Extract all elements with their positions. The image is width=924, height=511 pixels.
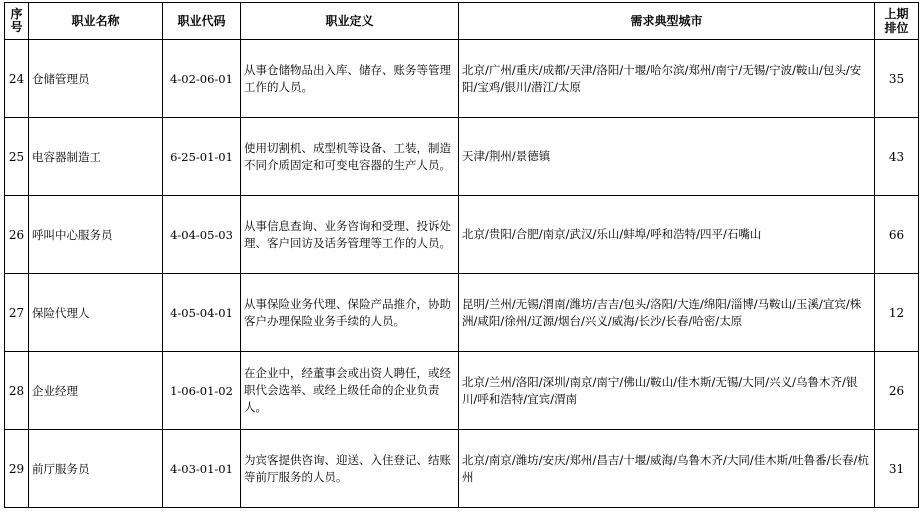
cell-seq: 25 xyxy=(5,118,29,196)
cell-name: 仓储管理员 xyxy=(29,40,163,118)
cell-seq: 24 xyxy=(5,40,29,118)
header-seq: 序号 xyxy=(5,3,29,40)
cell-code: 6-25-01-01 xyxy=(163,118,241,196)
cell-last-rank: 35 xyxy=(875,40,919,118)
cell-last-rank: 26 xyxy=(875,352,919,430)
header-cities: 需求典型城市 xyxy=(459,3,875,40)
cell-definition: 为宾客提供咨询、迎送、入住登记、结账等前厅服务的人员。 xyxy=(241,430,459,508)
cell-name: 电容器制造工 xyxy=(29,118,163,196)
cell-cities: 北京/贵阳/合肥/南京/武汉/乐山/蚌埠/呼和浩特/四平/石嘴山 xyxy=(459,196,875,274)
table-row xyxy=(5,352,919,430)
cell-definition: 从事保险业务代理、保险产品推介，协助客户办理保险业务手续的人员。 xyxy=(241,274,459,352)
cell-definition: 从事仓储物品出入库、储存、账务等管理工作的人员。 xyxy=(241,40,459,118)
header-definition: 职业定义 xyxy=(241,3,459,40)
cell-code: 4-05-04-01 xyxy=(163,274,241,352)
table-row xyxy=(5,40,919,118)
cell-last-rank: 43 xyxy=(875,118,919,196)
cell-cities: 北京/南京/潍坊/安庆/郑州/昌吉/十堰/威海/乌鲁木齐/大同/佳木斯/吐鲁番/长春/杭州 xyxy=(459,430,875,508)
cell-seq: 29 xyxy=(5,430,29,508)
cell-definition: 在企业中，经董事会或出资人聘任，或经职代会选举、或经上级任命的企业负责人。 xyxy=(241,352,459,430)
cell-last-rank: 12 xyxy=(875,274,919,352)
cell-code: 4-04-05-03 xyxy=(163,196,241,274)
cell-name: 保险代理人 xyxy=(29,274,163,352)
cell-cities: 北京/兰州/洛阳/深圳/南京/南宁/佛山/鞍山/佳木斯/无锡/大同/兴义/乌鲁木齐/银川/呼和浩特/宜宾/渭南 xyxy=(459,352,875,430)
occupation-demand-table xyxy=(4,2,919,508)
cell-definition: 从事信息查询、业务咨询和受理、投诉处理、客户回访及话务管理等工作的人员。 xyxy=(241,196,459,274)
cell-code: 4-02-06-01 xyxy=(163,40,241,118)
table-header-row xyxy=(5,3,919,40)
cell-last-rank: 66 xyxy=(875,196,919,274)
cell-name: 前厅服务员 xyxy=(29,430,163,508)
header-name: 职业名称 xyxy=(29,3,163,40)
header-code: 职业代码 xyxy=(163,3,241,40)
table-row xyxy=(5,196,919,274)
cell-seq: 26 xyxy=(5,196,29,274)
cell-name: 企业经理 xyxy=(29,352,163,430)
cell-code: 1-06-01-02 xyxy=(163,352,241,430)
table-row xyxy=(5,274,919,352)
cell-cities: 北京/广州/重庆/成都/天津/洛阳/十堰/哈尔滨/郑州/南宁/无锡/宁波/鞍山/包头/安阳/宝鸡/银川/潜江/太原 xyxy=(459,40,875,118)
cell-cities: 昆明/兰州/无锡/渭南/潍坊/吉吉/包头/洛阳/大连/绵阳/淄博/马鞍山/玉溪/宜宾/株洲/咸阳/徐州/辽源/烟台/兴义/威海/长沙/长春/哈密/太原 xyxy=(459,274,875,352)
cell-cities: 天津/荆州/景德镇 xyxy=(459,118,875,196)
table-row xyxy=(5,118,919,196)
cell-seq: 28 xyxy=(5,352,29,430)
header-last-rank: 上期排位 xyxy=(875,3,919,40)
cell-definition: 使用切割机、成型机等设备、工装，制造不同介质固定和可变电容器的生产人员。 xyxy=(241,118,459,196)
cell-seq: 27 xyxy=(5,274,29,352)
cell-last-rank: 31 xyxy=(875,430,919,508)
cell-code: 4-03-01-01 xyxy=(163,430,241,508)
cell-name: 呼叫中心服务员 xyxy=(29,196,163,274)
table-row xyxy=(5,430,919,508)
